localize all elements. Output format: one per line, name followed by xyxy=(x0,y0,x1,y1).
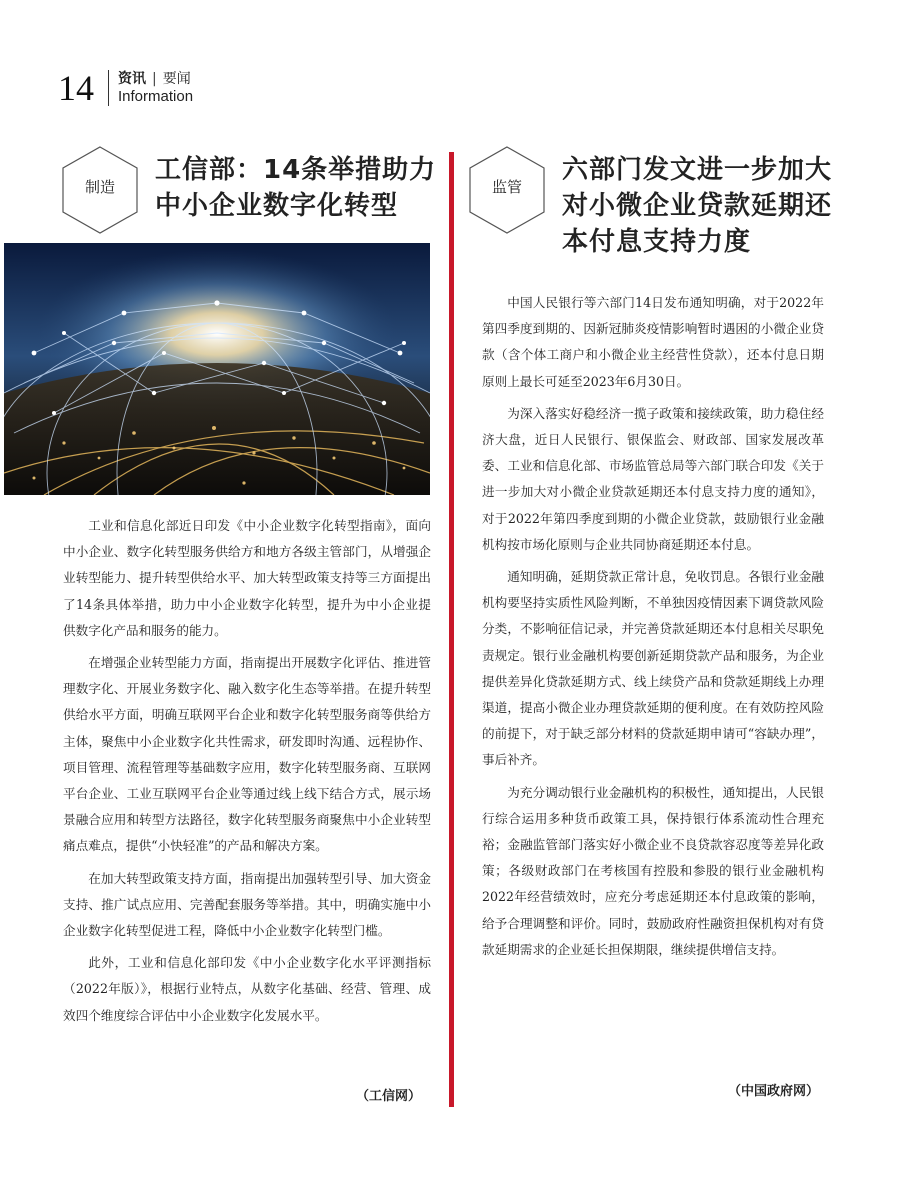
left-paragraph-1: 工业和信息化部近日印发《中小企业数字化转型指南》，面向中小企业、数字化转型服务供给方和地方各级主管部门，从增强企业转型能力、提升转型供给水平、加大转型政策支持等三方面提出了14条具体举措，助力中小企业数字化转型，提升为中小企业提供数字化产品和服务的能力。 xyxy=(63,518,431,638)
right-article-body xyxy=(482,290,824,969)
left-title-line-1: 工信部：14条举措助力 xyxy=(155,155,437,185)
right-paragraph-1: 中国人民银行等六部门14日发布通知明确，对于2022年第四季度到期的、因新冠肺炎疫情影响暂时遇困的小微企业贷款（含个体工商户和小微企业主经营性贷款），还本付息日期原则上最长可延至2023年6月30日。 xyxy=(482,295,824,389)
left-article-title xyxy=(155,152,445,224)
right-article-source: （中国政府网） xyxy=(728,1084,820,1099)
right-paragraph-4: 为充分调动银行业金融机构的积极性，通知提出，人民银行综合运用多种货币政策工具，保持银行体系流动性合理充裕；金融监管部门落实好小微企业不良贷款容忍度等差异化政策；各级财政部门在考核国有控股和参股的银行业金融机构2022年经营绩效时，应充分考虑延期还本付息政策的影响，给予合理调整和评价。同时，鼓励政府性融资担保机构对有贷款延期需求的企业延长担保期限，继续提供增信支持。 xyxy=(482,784,824,957)
left-category-hexagon xyxy=(62,146,138,234)
column-divider xyxy=(449,152,454,1107)
right-category-tag: 监管 xyxy=(491,178,522,196)
right-paragraph-2: 为深入落实好稳经济一揽子政策和接续政策，助力稳住经济大盘，近日人民银行、银保监会、财政部、国家发展改革委、工业和信息化部、市场监管总局等六部门联合印发《关于进一步加大对小微企业贷款延期还本付息支持力度的通知》，对于2022年第四季度到期的小微企业贷款，鼓励银行业金融机构按市场化原则与企业共同协商延期还本付息。 xyxy=(482,405,824,552)
left-category-tag: 制造 xyxy=(84,178,115,196)
left-title-line-2: 中小企业数字化转型 xyxy=(155,191,399,221)
right-title-line-3: 本付息支持力度 xyxy=(562,227,752,257)
section-label-english: Information xyxy=(118,88,194,105)
page-number: 14 xyxy=(58,68,94,108)
left-paragraph-4: 此外，工业和信息化部印发《中小企业数字化水平评测指标（2022年版）》，根据行业特点，从数字化基础、经营、管理、成效四个维度综合评估中小企业数字化发展水平。 xyxy=(63,955,431,1023)
header-divider xyxy=(108,70,109,106)
article-photo-network-city xyxy=(4,243,430,495)
left-paragraph-2: 在增强企业转型能力方面，指南提出开展数字化评估、推进管理数字化、开展业务数字化、融入数字化生态等举措。在提升转型供给水平方面，明确互联网平台企业和数字化转型服务商等供给方主体，聚焦中小企业数字化共性需求，研发即时沟通、远程协作、项目管理、流程管理等基础数字应用，数字化转型服务商、互联网平台企业、工业互联网平台企业等通过线上线下结合方式，展示场景融合应用和转型方法路径，数字化转型服务商聚焦中小企业转型痛点难点，提供“小快轻准”的产品和解决方案。 xyxy=(63,655,431,854)
subsection-name: 要闻 xyxy=(162,71,191,87)
section-separator: | xyxy=(152,71,157,87)
section-label xyxy=(118,68,191,88)
section-name: 资讯 xyxy=(118,71,146,87)
right-paragraph-3: 通知明确，延期贷款正常计息，免收罚息。各银行业金融机构要坚持实质性风险判断，不单独因疫情因素下调贷款风险分类，不影响征信记录，并完善贷款延期还本付息相关尽职免责规定。银行业金融机构要创新延期贷款产品和服务，为企业提供差异化贷款延期方式、线上续贷产品和贷款延期线上办理渠道，提高小微企业办理贷款延期的便利度。在有效防控风险的前提下，对于缺乏部分材料的贷款延期申请可“容缺办理”，事后补齐。 xyxy=(482,569,824,768)
left-paragraph-3: 在加大转型政策支持方面，指南提出加强转型引导、加大资金支持、推广试点应用、完善配套服务等举措。其中，明确实施中小企业数字化转型促进工程，降低中小企业数字化转型门槛。 xyxy=(63,870,431,939)
left-article-body xyxy=(63,513,431,1035)
right-article-title xyxy=(562,152,862,260)
network-globe-image xyxy=(4,243,430,495)
right-title-line-1: 六部门发文进一步加大 xyxy=(562,155,833,185)
left-article-source: （工信网） xyxy=(356,1089,422,1104)
right-title-line-2: 对小微企业贷款延期还 xyxy=(562,191,833,221)
right-category-hexagon xyxy=(469,146,545,234)
